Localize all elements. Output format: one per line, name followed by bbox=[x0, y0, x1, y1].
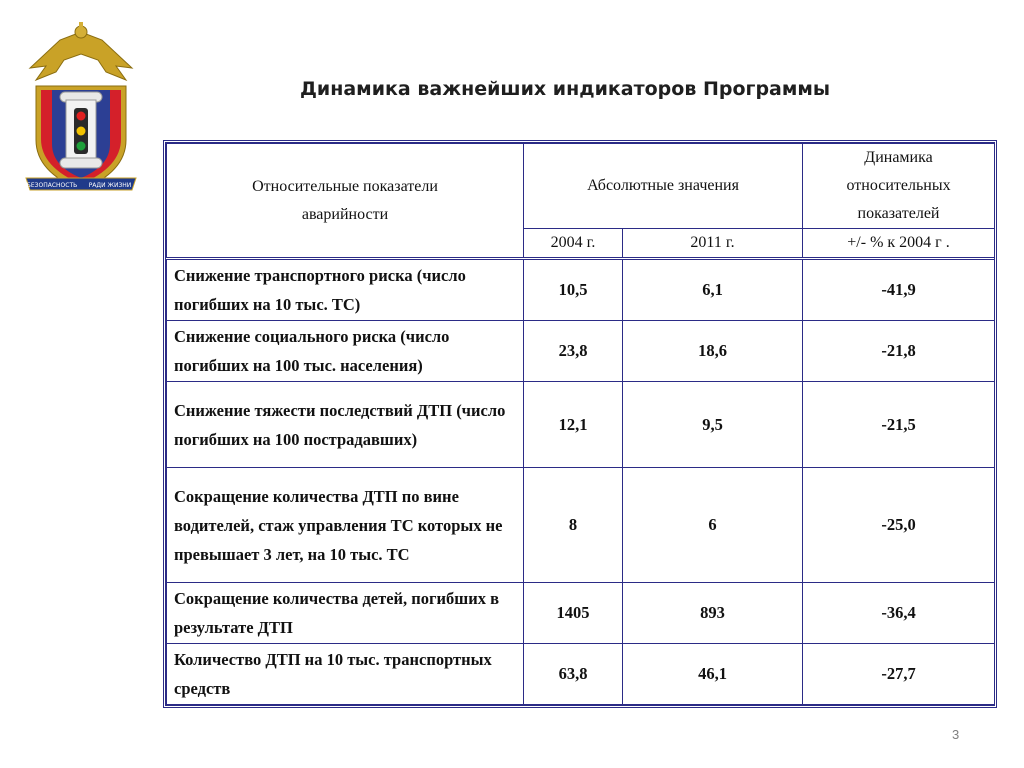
value-change: -27,7 bbox=[803, 644, 995, 705]
value-2011: 6 bbox=[623, 468, 803, 583]
banner-left-text: БЕЗОПАСНОСТЬ bbox=[26, 182, 78, 189]
banner-right-text: РАДИ ЖИЗНИ bbox=[88, 182, 132, 189]
value-2004: 1405 bbox=[524, 583, 623, 644]
page-title: Динамика важнейших индикаторов Программы bbox=[300, 78, 831, 100]
value-2004: 63,8 bbox=[524, 644, 623, 705]
value-2011: 6,1 bbox=[623, 259, 803, 321]
value-change: -21,5 bbox=[803, 382, 995, 468]
page-number: 3 bbox=[952, 727, 960, 742]
value-change: -36,4 bbox=[803, 583, 995, 644]
table-row bbox=[167, 321, 995, 382]
header-dynamics: Динамика относительных показателей bbox=[803, 144, 995, 229]
row-label: Снижение тяжести последствий ДТП (число погибших на 100 пострадавших) bbox=[167, 382, 524, 468]
value-2004: 8 bbox=[524, 468, 623, 583]
row-label: Сокращение количества детей, погибших в результате ДТП bbox=[167, 583, 524, 644]
value-change: -21,8 bbox=[803, 321, 995, 382]
table-row bbox=[167, 644, 995, 705]
header-change: +/- % к 2004 г . bbox=[803, 229, 995, 259]
value-2011: 9,5 bbox=[623, 382, 803, 468]
indicators-table bbox=[163, 140, 997, 708]
header-year-2011: 2011 г. bbox=[623, 229, 803, 259]
value-2004: 12,1 bbox=[524, 382, 623, 468]
row-label: Сокращение количества ДТП по вине водителей, стаж управления ТС которых не превышает 3 лет, на 10 тыс. ТС bbox=[167, 468, 524, 583]
table-row bbox=[167, 259, 995, 321]
eagle-wings bbox=[30, 32, 132, 80]
header-relative: Относительные показатели аварийности bbox=[167, 144, 524, 259]
value-2004: 23,8 bbox=[524, 321, 623, 382]
value-change: -25,0 bbox=[803, 468, 995, 583]
value-2004: 10,5 bbox=[524, 259, 623, 321]
table-row bbox=[167, 468, 995, 583]
value-change: -41,9 bbox=[803, 259, 995, 321]
value-2011: 893 bbox=[623, 583, 803, 644]
header-absolute: Абсолютные значения bbox=[524, 144, 803, 229]
row-label: Снижение транспортного риска (число погибших на 10 тыс. ТС) bbox=[167, 259, 524, 321]
emblem-logo bbox=[22, 20, 140, 198]
row-label: Снижение социального риска (число погибших на 100 тыс. населения) bbox=[167, 321, 524, 382]
table-row bbox=[167, 382, 995, 468]
table-row bbox=[167, 583, 995, 644]
value-2011: 46,1 bbox=[623, 644, 803, 705]
row-label: Количество ДТП на 10 тыс. транспортных средств bbox=[167, 644, 524, 705]
value-2011: 18,6 bbox=[623, 321, 803, 382]
header-year-2004: 2004 г. bbox=[524, 229, 623, 259]
